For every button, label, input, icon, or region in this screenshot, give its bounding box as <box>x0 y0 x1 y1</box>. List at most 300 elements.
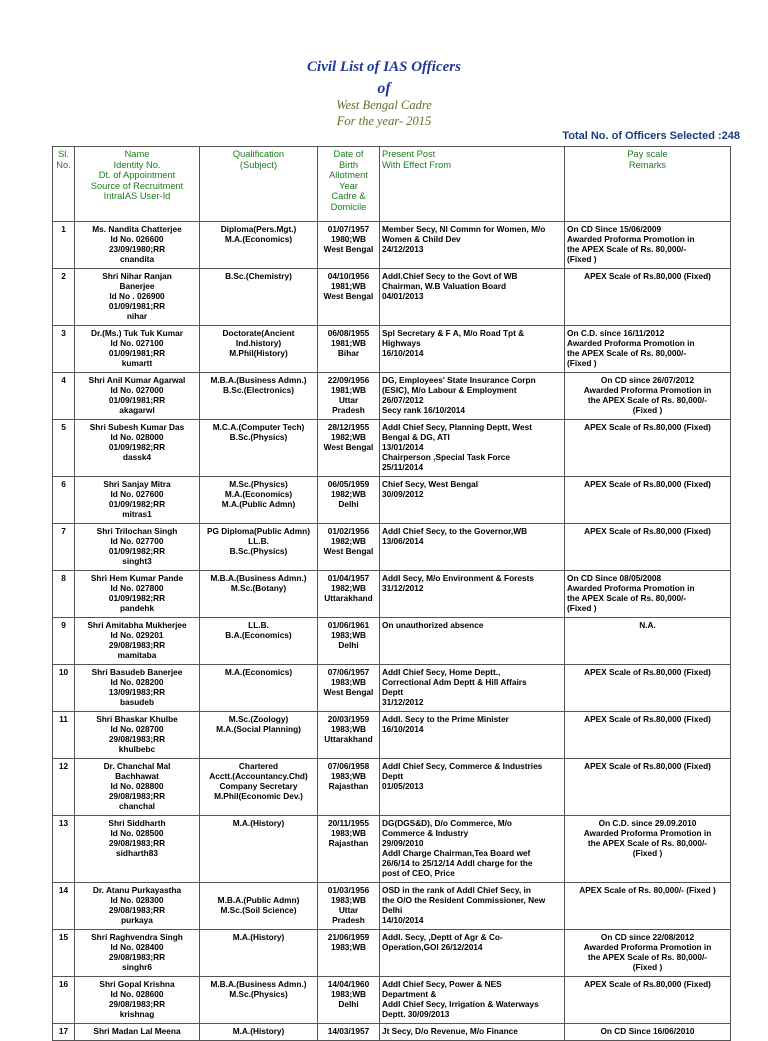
column-header-line: IntraIAS User-Id <box>103 191 171 201</box>
officer-name-text: Shri Amitabha Mukherjee <box>87 620 187 630</box>
officer-name-text: Shri Subesh Kumar Das <box>89 422 185 432</box>
officer-name-text: 01/09/1981;RR <box>108 348 166 358</box>
present-post-text: 14/10/2014 <box>382 915 424 925</box>
cell-date-of-birth <box>318 712 380 759</box>
present-post-text: DG, Employees' State Insurance Corpn <box>382 375 536 385</box>
pay-scale-remarks-text: APEX Scale of Rs.80,000 (Fixed) <box>584 422 711 432</box>
page-title-of: of <box>377 80 391 97</box>
pay-scale-remarks-text: N.A. <box>639 620 656 630</box>
qualification-text: M.A.(Public Admn) <box>221 499 296 509</box>
date-of-birth-text: Uttar <box>338 905 359 915</box>
officer-name-text: akagarwl <box>119 405 155 415</box>
table-row <box>53 930 731 977</box>
serial-number-text: 11 <box>59 714 68 724</box>
date-of-birth-text: 06/08/1955 <box>327 328 370 338</box>
qualification-text: M.Sc.(Soil Science) <box>220 905 297 915</box>
present-post-text: OSD in the rank of Addl Chief Secy, in <box>382 885 531 895</box>
date-of-birth-text: 14/04/1960 <box>327 979 370 989</box>
date-of-birth-text: West Bengal <box>323 291 374 301</box>
present-post-text: 31/12/2012 <box>382 697 424 707</box>
table-row <box>53 1024 731 1041</box>
cell-officer-name <box>75 477 200 524</box>
present-post-text: Addl Chief Secy, Commerce & Industries <box>382 761 543 771</box>
cell-officer-name <box>75 1024 200 1041</box>
serial-number-text: 14 <box>58 885 69 895</box>
date-of-birth-text: 07/06/1957 <box>327 667 370 677</box>
officer-name-text: chanchal <box>119 801 155 811</box>
cell-pay-scale-remarks <box>565 665 731 712</box>
cell-present-post <box>380 816 565 883</box>
present-post-text: 26/07/2012 <box>382 395 424 405</box>
date-of-birth-text: Uttarakhand <box>324 593 373 603</box>
date-of-birth-text: 1981;WB <box>330 281 367 291</box>
table-row <box>53 618 731 665</box>
present-post-text: 13/01/2014 <box>382 442 424 452</box>
present-post-text: DG(DGS&D), D/o Commerce, M/o <box>382 818 512 828</box>
present-post-text: Addl Chief Secy, Power & NES <box>382 979 502 989</box>
present-post-text: Addl.Chief Secy to the Govt of WB <box>382 271 518 281</box>
present-post-text: Deptt <box>382 687 404 697</box>
qualification-text: M.Sc.(Physics) <box>229 989 288 999</box>
present-post-text: Jt Secy, D/o Revenue, M/o Finance <box>382 1026 518 1036</box>
cell-pay-scale-remarks <box>565 326 731 373</box>
pay-scale-remarks-text: Awarded Proforma Promotion in <box>583 385 712 395</box>
pay-scale-remarks-text: Awarded Proforma Promotion in <box>567 234 695 244</box>
present-post-text: Chairperson ,Special Task Force <box>382 452 511 462</box>
table-row <box>53 977 731 1024</box>
present-post-text: Addl Chief Secy, Planning Deptt, West <box>382 422 532 432</box>
pay-scale-remarks-text: On C.D. since 16/11/2012 <box>567 328 665 338</box>
officer-name-text: 01/09/1981;RR <box>108 301 166 311</box>
officer-name-text: Dr. Atanu Purkayastha <box>92 885 182 895</box>
table-row <box>53 222 731 269</box>
present-post-text: Secy rank 16/10/2014 <box>382 405 466 415</box>
column-header-name <box>75 147 200 222</box>
qualification-text: M.B.A.(Business Admn.) <box>210 375 307 385</box>
present-post-text: Bengal & DG, ATI <box>382 432 450 442</box>
cell-date-of-birth <box>318 930 380 977</box>
table-row <box>53 524 731 571</box>
cell-date-of-birth <box>318 759 380 816</box>
column-header-present-post <box>380 147 565 222</box>
qualification-text: M.B.A.(Public Admn) <box>217 895 300 905</box>
column-header-line: (Subject) <box>239 159 278 170</box>
date-of-birth-text: 07/06/1958 <box>327 761 370 771</box>
qualification-text: B.A.(Economics) <box>225 630 292 640</box>
present-post-text: 29/09/2010 <box>382 838 424 848</box>
present-post-text: post of CEO, Price <box>382 868 455 878</box>
pay-scale-remarks-text: On CD Since 08/05/2008 <box>567 573 662 583</box>
date-of-birth-text: 21/06/1959 <box>327 932 370 942</box>
present-post-text: 25/11/2014 <box>382 462 424 472</box>
cell-pay-scale-remarks <box>565 571 731 618</box>
cell-present-post <box>380 618 565 665</box>
officer-name-text: 23/09/1980;RR <box>108 244 166 254</box>
cell-serial-number <box>53 977 75 1024</box>
officer-name-text: 01/09/1982;RR <box>108 546 166 556</box>
officer-name-text: Shri Anil Kumar Agarwal <box>88 375 186 385</box>
pay-scale-remarks-text: APEX Scale of Rs.80,000 (Fixed) <box>584 979 711 989</box>
cell-qualification <box>200 712 318 759</box>
cell-present-post <box>380 420 565 477</box>
officer-name-text: Shri Bhaskar Khulbe <box>96 714 178 724</box>
officer-name-text: 29/08/1983;RR <box>108 999 166 1009</box>
cell-date-of-birth <box>318 977 380 1024</box>
cell-officer-name <box>75 712 200 759</box>
page-title: Civil List of IAS Officers <box>307 59 461 75</box>
cell-date-of-birth <box>318 420 380 477</box>
cell-date-of-birth <box>318 373 380 420</box>
officer-name-text: Ms. Nandita Chatterjee <box>92 224 182 234</box>
cell-pay-scale-remarks <box>565 420 731 477</box>
cell-serial-number <box>53 524 75 571</box>
present-post-text: Operation,GOI 26/12/2014 <box>382 942 483 952</box>
cell-date-of-birth <box>318 618 380 665</box>
officer-name-text: 13/09/1983;RR <box>108 687 166 697</box>
date-of-birth-text: 1981;WB <box>330 338 367 348</box>
pay-scale-remarks-text: Awarded Proforma Promotion in <box>567 338 695 348</box>
cell-serial-number <box>53 930 75 977</box>
officer-name-text: singhr6 <box>122 962 152 972</box>
date-of-birth-text: 20/11/1955 <box>327 818 370 828</box>
officer-name-text: Shri Basudeb Banerjee <box>91 667 183 677</box>
pay-scale-remarks-text: the APEX Scale of Rs. 80,000/- <box>567 244 687 254</box>
serial-number-text: 9 <box>61 620 66 630</box>
column-header-line: With Effect From <box>382 159 452 170</box>
column-header-line: Dt. of Appointment <box>98 170 176 180</box>
column-header-date-of-birth <box>318 147 380 222</box>
qualification-text: M.A.(Social Planning) <box>216 724 301 734</box>
present-post-text: Member Secy, NI Commn for Women, M/o <box>382 224 546 234</box>
cell-serial-number <box>53 1024 75 1041</box>
qualification-text: M.Phil(Economic Dev.) <box>214 791 303 801</box>
pay-scale-remarks-text: the APEX Scale of Rs. 80,000/- <box>587 952 708 962</box>
serial-number-text: 13 <box>58 818 69 828</box>
officer-name-text: Id No. 027100 <box>110 338 164 348</box>
date-of-birth-text: 1982;WB <box>330 583 367 593</box>
cell-serial-number <box>53 269 75 326</box>
cell-qualification <box>200 477 318 524</box>
officer-name-text: Shri Gopal Krishna <box>99 979 175 989</box>
cell-officer-name <box>75 222 200 269</box>
present-post-text: Addl. Secy, ,Deptt of Agr & Co- <box>382 932 503 942</box>
officer-name-text: sidharth83 <box>116 848 158 858</box>
date-of-birth-text: West Bengal <box>323 546 374 556</box>
date-of-birth-text: 1983;WB <box>330 942 367 952</box>
present-post-text: the O/O the Resident Commissioner, New <box>382 895 546 905</box>
officer-name-text: Id No. 028400 <box>110 942 164 952</box>
cell-present-post <box>380 977 565 1024</box>
date-of-birth-text: 01/04/1957 <box>327 573 370 583</box>
date-of-birth-text: Uttar <box>338 395 359 405</box>
date-of-birth-text: 1983;WB <box>330 771 367 781</box>
pay-scale-remarks-text: APEX Scale of Rs. 80,000/- (Fixed ) <box>579 885 716 895</box>
pay-scale-remarks-text: APEX Scale of Rs.80,000 (Fixed) <box>584 271 711 281</box>
officer-name-text: Dr.(Ms.) Tuk Tuk Kumar <box>91 328 183 338</box>
officer-name-text: basudeb <box>119 697 155 707</box>
officer-name-text: Shri Madan Lal Meena <box>93 1026 181 1036</box>
cadre-label: West Bengal Cadre <box>336 98 432 112</box>
cell-serial-number <box>53 373 75 420</box>
present-post-text: Correctional Adm Deptt & Hill Affairs <box>382 677 527 687</box>
cell-serial-number <box>53 222 75 269</box>
cell-present-post <box>380 1024 565 1041</box>
date-of-birth-text: West Bengal <box>323 687 374 697</box>
qualification-text: B.Sc.(Physics) <box>229 432 288 442</box>
officer-name-text: Bachhawat <box>115 771 159 781</box>
qualification-text: M.Sc.(Physics) <box>229 479 288 489</box>
cell-pay-scale-remarks <box>565 1024 731 1041</box>
cell-serial-number <box>53 477 75 524</box>
date-of-birth-text: 28/12/1955 <box>327 422 370 432</box>
cell-officer-name <box>75 618 200 665</box>
officer-name-text: Id No . 026900 <box>109 291 165 301</box>
date-of-birth-text: 01/03/1956 <box>327 885 370 895</box>
serial-number-text: 2 <box>61 271 66 281</box>
cell-officer-name <box>75 816 200 883</box>
date-of-birth-text: 1981;WB <box>330 385 367 395</box>
pay-scale-remarks-text: APEX Scale of Rs.80,000 (Fixed) <box>584 714 711 724</box>
column-header-line: Pay scale <box>627 149 668 159</box>
cell-present-post <box>380 712 565 759</box>
cell-pay-scale-remarks <box>565 759 731 816</box>
cell-officer-name <box>75 759 200 816</box>
cell-pay-scale-remarks <box>565 977 731 1024</box>
pay-scale-remarks-text: APEX Scale of Rs.80,000 (Fixed) <box>584 479 711 489</box>
officer-name-text: khulbebc <box>118 744 156 754</box>
officer-name-text: purkaya <box>121 915 153 925</box>
officer-name-text: 29/08/1983;RR <box>108 640 166 650</box>
cell-serial-number <box>53 571 75 618</box>
officer-name-text: Id No. 028200 <box>110 677 164 687</box>
present-post-text: 30/09/2012 <box>382 489 424 499</box>
pay-scale-remarks-text: On CD Since 16/06/2010 <box>600 1026 695 1036</box>
cell-qualification <box>200 269 318 326</box>
present-post-text: Department & <box>382 989 437 999</box>
officer-name-text: Id No. 028700 <box>110 724 164 734</box>
date-of-birth-text: West Bengal <box>323 244 374 254</box>
officer-name-text: mamitaba <box>117 650 157 660</box>
cell-pay-scale-remarks <box>565 222 731 269</box>
pay-scale-remarks-text: (Fixed ) <box>632 962 663 972</box>
date-of-birth-text: 1983;WB <box>330 828 367 838</box>
present-post-text: Addl Chief Secy, to the Governor,WB <box>382 526 528 536</box>
pay-scale-remarks-text: the APEX Scale of Rs. 80,000/- <box>567 348 687 358</box>
cell-serial-number <box>53 618 75 665</box>
cell-qualification <box>200 618 318 665</box>
officer-name-text: cnandita <box>119 254 155 264</box>
pay-scale-remarks-text: Awarded Proforma Promotion in <box>567 583 695 593</box>
cell-qualification <box>200 930 318 977</box>
date-of-birth-text: 1983;WB <box>330 630 367 640</box>
qualification-text: LL.B. <box>248 536 269 546</box>
officer-name-text: Id No. 027700 <box>110 536 164 546</box>
table-header-row <box>53 147 731 222</box>
cell-qualification <box>200 759 318 816</box>
date-of-birth-text: 01/06/1961 <box>327 620 370 630</box>
present-post-text: Spl Secretary & F A, M/o Road Tpt & <box>382 328 525 338</box>
cell-serial-number <box>53 883 75 930</box>
cell-qualification <box>200 883 318 930</box>
officer-name-text: Id No. 027600 <box>110 489 164 499</box>
present-post-text: 24/12/2013 <box>382 244 424 254</box>
date-of-birth-text: Bihar <box>337 348 360 358</box>
qualification-text: Doctorate(Ancient <box>222 328 295 338</box>
cell-date-of-birth <box>318 222 380 269</box>
cell-present-post <box>380 477 565 524</box>
cell-qualification <box>200 571 318 618</box>
officer-name-text: Id No. 029201 <box>110 630 164 640</box>
officer-name-text: 29/08/1983;RR <box>108 838 166 848</box>
column-header-line: Present Post <box>382 149 436 159</box>
column-header-line: Allotment <box>329 170 368 180</box>
pay-scale-remarks-text: (Fixed ) <box>632 848 663 858</box>
date-of-birth-text: 20/03/1959 <box>327 714 370 724</box>
officer-name-text: Id No. 027000 <box>110 385 164 395</box>
qualification-text: PG Diploma(Public Admn) <box>207 526 310 536</box>
date-of-birth-text: West Bengal <box>323 442 374 452</box>
cell-serial-number <box>53 712 75 759</box>
column-header-line: Remarks <box>628 159 667 170</box>
qualification-text: B.Sc.(Electronics) <box>222 385 294 395</box>
serial-number-text: 15 <box>58 932 69 942</box>
date-of-birth-text: Pradesh <box>332 405 365 415</box>
officer-name-text: nihar <box>126 311 148 321</box>
present-post-text: 26/6/14 to 25/12/14 Addl charge for the <box>382 858 533 868</box>
serial-number-text: 7 <box>61 526 66 536</box>
officer-name-text: 29/08/1983;RR <box>108 952 166 962</box>
date-of-birth-text: 1983;WB <box>330 677 367 687</box>
table-row <box>53 269 731 326</box>
present-post-text: Deptt. 30/09/2013 <box>382 1009 450 1019</box>
officer-name-text: 29/08/1983;RR <box>108 905 166 915</box>
serial-number-text: 3 <box>61 328 66 338</box>
qualification-text: M.A.(Economics) <box>224 234 293 244</box>
qualification-text <box>202 885 315 895</box>
officer-name-text: 29/08/1983;RR <box>108 734 166 744</box>
date-of-birth-text: Pradesh <box>332 915 365 925</box>
pay-scale-remarks-text: Awarded Proforma Promotion in <box>583 828 712 838</box>
cell-qualification <box>200 524 318 571</box>
cell-officer-name <box>75 665 200 712</box>
cell-pay-scale-remarks <box>565 816 731 883</box>
qualification-text: M.Sc.(Botany) <box>230 583 287 593</box>
column-header-line: Year <box>339 180 358 191</box>
cell-qualification <box>200 816 318 883</box>
serial-number-text: 4 <box>61 375 66 385</box>
officer-name-text: kumartt <box>121 358 153 368</box>
column-header-qualification <box>200 147 318 222</box>
present-post-text: Addl Secy, M/o Environment & Forests <box>382 573 534 583</box>
cell-pay-scale-remarks <box>565 712 731 759</box>
cell-present-post <box>380 883 565 930</box>
cell-serial-number <box>53 816 75 883</box>
officer-name-text: Dr. Chanchal Mal <box>103 761 171 771</box>
qualification-text: M.Phil(History) <box>229 348 288 358</box>
pay-scale-remarks-text: Awarded Proforma Promotion in <box>583 942 712 952</box>
officer-name-text: 01/09/1981;RR <box>108 395 166 405</box>
table-row <box>53 326 731 373</box>
cell-officer-name <box>75 373 200 420</box>
cell-present-post <box>380 373 565 420</box>
table-row <box>53 665 731 712</box>
column-header-line: No. <box>56 159 71 170</box>
pay-scale-remarks-text: (Fixed ) <box>567 358 597 368</box>
date-of-birth-text: 14/03/1957 <box>327 1026 370 1036</box>
qualification-text: Acctt.(Accountancy.Chd) <box>209 771 308 781</box>
table-row <box>53 883 731 930</box>
cell-date-of-birth <box>318 524 380 571</box>
date-of-birth-text: 06/05/1959 <box>327 479 370 489</box>
date-of-birth-text: Uttarakhand <box>324 734 373 744</box>
column-header-line: Cadre & <box>331 191 366 201</box>
date-of-birth-text: 01/07/1957 <box>327 224 370 234</box>
qualification-text: M.C.A.(Computer Tech) <box>212 422 305 432</box>
present-post-text: 04/01/2013 <box>382 291 424 301</box>
present-post-text: Delhi <box>382 905 403 915</box>
table-row <box>53 816 731 883</box>
serial-number-text: 10 <box>58 667 69 677</box>
cell-date-of-birth <box>318 326 380 373</box>
cell-present-post <box>380 524 565 571</box>
column-header-line: Name <box>124 149 150 159</box>
pay-scale-remarks-text: APEX Scale of Rs.80,000 (Fixed) <box>584 761 711 771</box>
officer-name-text: 01/09/1982;RR <box>108 593 166 603</box>
cell-present-post <box>380 759 565 816</box>
cell-qualification <box>200 222 318 269</box>
cell-present-post <box>380 571 565 618</box>
cell-officer-name <box>75 269 200 326</box>
officer-name-text: Shri Raghvendra Singh <box>91 932 183 942</box>
qualification-text: Company Secretary <box>219 781 298 791</box>
serial-number-text: 16 <box>58 979 69 989</box>
qualification-text: M.A.(History) <box>232 932 285 942</box>
column-header-pay-scale <box>565 147 731 222</box>
cell-qualification <box>200 420 318 477</box>
qualification-text: M.B.A.(Business Admn.) <box>210 979 307 989</box>
cell-present-post <box>380 665 565 712</box>
pay-scale-remarks-text: APEX Scale of Rs.80,000 (Fixed) <box>584 526 711 536</box>
date-of-birth-text: Delhi <box>338 999 359 1009</box>
pay-scale-remarks-text: (Fixed ) <box>632 405 663 415</box>
cell-present-post <box>380 326 565 373</box>
cell-pay-scale-remarks <box>565 618 731 665</box>
date-of-birth-text: 1983;WB <box>330 724 367 734</box>
cell-present-post <box>380 930 565 977</box>
qualification-text: M.B.A.(Business Admn.) <box>210 573 307 583</box>
pay-scale-remarks-text: the APEX Scale of Rs. 80,000/- <box>567 593 687 603</box>
qualification-text: B.Sc.(Physics) <box>229 546 288 556</box>
date-of-birth-text: Rajasthan <box>328 838 369 848</box>
cell-qualification <box>200 665 318 712</box>
cell-pay-scale-remarks <box>565 373 731 420</box>
table-row <box>53 420 731 477</box>
column-header-line: Date of <box>333 149 364 159</box>
cell-serial-number <box>53 326 75 373</box>
column-header-line: Qualification <box>232 149 285 159</box>
present-post-text: Chairman, W.B Valuation Board <box>382 281 507 291</box>
present-post-text: 31/12/2012 <box>382 583 424 593</box>
cell-officer-name <box>75 883 200 930</box>
qualification-text: B.Sc.(Chemistry) <box>225 271 292 281</box>
cell-pay-scale-remarks <box>565 883 731 930</box>
officer-name-text: singht3 <box>122 556 152 566</box>
cell-date-of-birth <box>318 477 380 524</box>
qualification-text: M.A.(History) <box>232 1026 285 1036</box>
cell-officer-name <box>75 571 200 618</box>
date-of-birth-text: 1980;WB <box>330 234 367 244</box>
cell-serial-number <box>53 665 75 712</box>
